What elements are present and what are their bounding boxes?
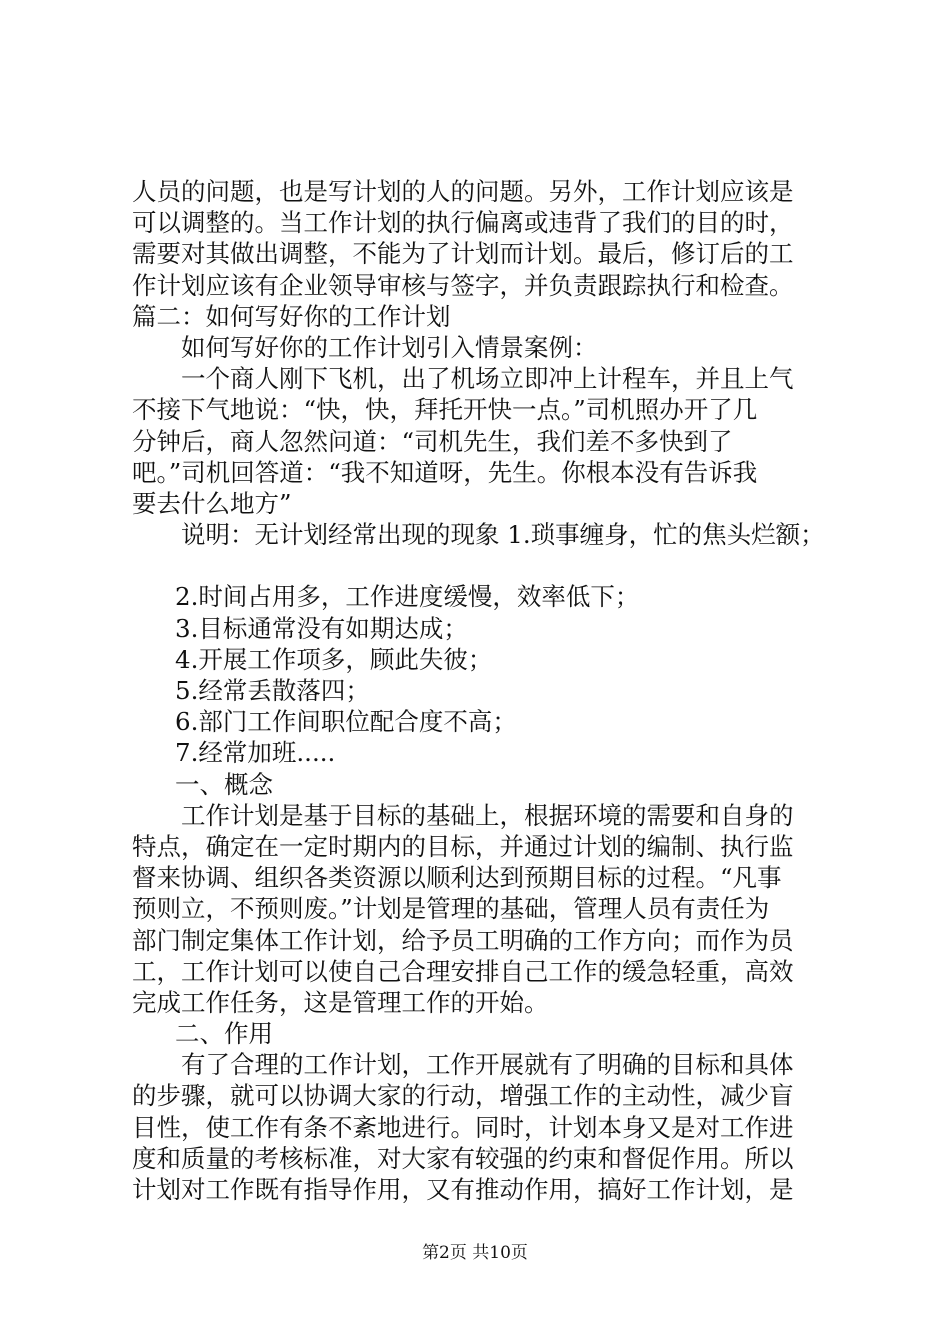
paragraph-line: 说明：无计划经常出现的现象 1.琐事缠身，忙的焦头烂额； — [181, 520, 825, 550]
paragraph-line: 可以调整的。当工作计划的执行偏离或违背了我们的目的时， — [132, 208, 794, 238]
paragraph-line: 度和质量的考核标准，对大家有较强的约束和督促作用。所以 — [132, 1143, 794, 1173]
list-item: 4.开展工作项多，顾此失彼； — [175, 644, 493, 674]
paragraph-line: 人员的问题，也是写计划的人的问题。另外，工作计划应该是 — [132, 177, 794, 206]
paragraph-line: 督来协调、组织各类资源以顺利达到预期目标的过程。“凡事 — [132, 863, 782, 893]
list-item: 7.经常加班..... — [175, 738, 336, 768]
paragraph-line: 完成工作任务，这是管理工作的开始。 — [132, 987, 549, 1017]
paragraph-line: 的步骤，就可以协调大家的行动，增强工作的主动性，减少盲 — [132, 1081, 794, 1111]
paragraph-line: 作计划应该有企业领导审核与签字，并负责跟踪执行和检查。 — [132, 270, 794, 300]
paragraph-line: 有了合理的工作计划，工作开展就有了明确的目标和具体 — [181, 1050, 794, 1080]
paragraph-line: 目性，使工作有条不紊地进行。同时，计划本身又是对工作进 — [132, 1112, 794, 1142]
paragraph-line: 部门制定集体工作计划，给予员工明确的工作方向；而作为员 — [132, 925, 794, 955]
paragraph-line: 吧。”司机回答道：“我不知道呀，先生。你根本没有告诉我 — [132, 457, 758, 487]
paragraph-line: 一个商人刚下飞机，出了机场立即冲上计程车，并且上气 — [181, 364, 794, 394]
paragraph-line: 分钟后，商人忽然问道：“司机先生，我们差不多快到了 — [132, 426, 733, 456]
paragraph-line: 特点，确定在一定时期内的目标，并通过计划的编制、执行监 — [132, 831, 794, 861]
section-heading: 篇二：如何写好你的工作计划 — [132, 301, 451, 331]
list-item: 3.目标通常没有如期达成； — [175, 613, 468, 643]
document-body — [132, 176, 832, 1205]
list-item: 5.经常丢散落四； — [175, 676, 370, 705]
list-item: 6.部门工作间职位配合度不高； — [175, 707, 517, 737]
paragraph-line: 如何写好你的工作计划引入情景案例： — [181, 332, 598, 362]
section-heading: 二、作用 — [175, 1019, 273, 1049]
section-heading: 一、概念 — [175, 769, 273, 799]
paragraph-line: 工，工作计划可以使自己合理安排自己工作的缓急轻重，高效 — [132, 956, 794, 986]
paragraph-line: 需要对其做出调整，不能为了计划而计划。最后，修订后的工 — [132, 239, 794, 269]
page-number-footer: 第2页 共10页 — [422, 1243, 528, 1263]
blank-line — [132, 550, 832, 581]
paragraph-line: 不接下气地说：“快，快，拜托开快一点。”司机照办开了几 — [132, 395, 758, 425]
paragraph-line: 预则立，不预则废。”计划是管理的基础，管理人员有责任为 — [132, 894, 770, 924]
list-item: 2.时间占用多，工作进度缓慢，效率低下； — [175, 582, 640, 612]
paragraph-line: 计划对工作既有指导作用，又有推动作用，搞好工作计划，是 — [132, 1175, 794, 1204]
paragraph-line: 工作计划是基于目标的基础上，根据环境的需要和自身的 — [181, 800, 794, 830]
paragraph-line: 要去什么地方” — [132, 488, 292, 518]
